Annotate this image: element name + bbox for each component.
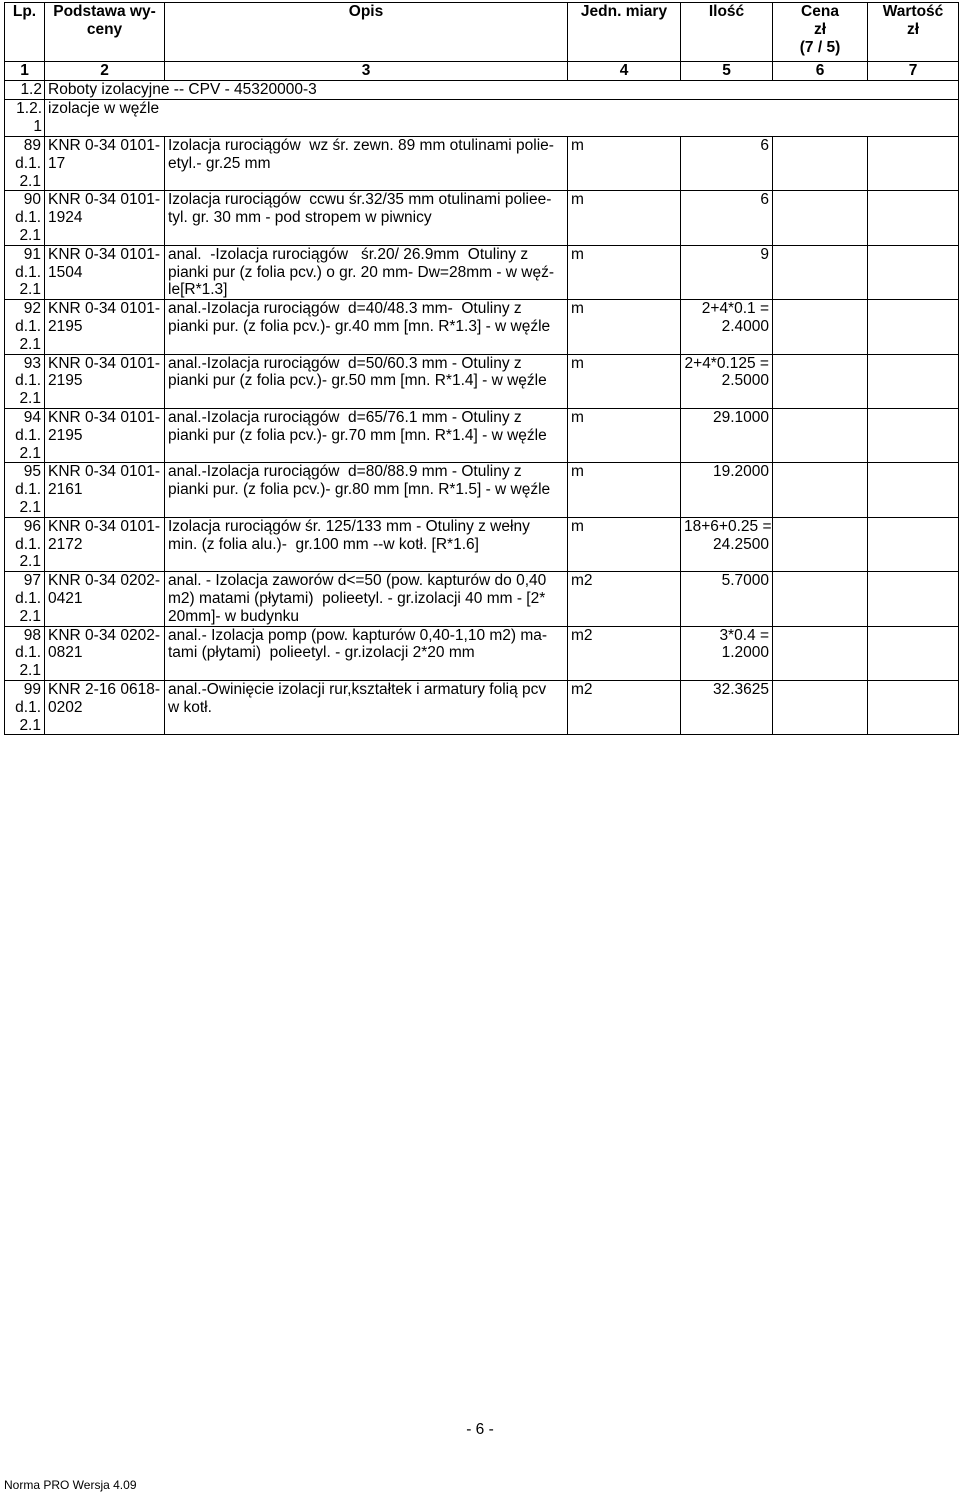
- item-cena: [773, 408, 868, 462]
- section-number: 1.2. 1: [5, 100, 45, 137]
- item-code: KNR 0-34 0101-: [48, 300, 161, 318]
- item-wartosc: [868, 408, 959, 462]
- column-number: 4: [568, 62, 681, 81]
- item-podstawa: [45, 626, 165, 680]
- item-cena: [773, 572, 868, 626]
- item-podstawa: [45, 517, 165, 571]
- item-opis: anal.-Izolacja rurociągów d=50/60.3 mm - Otuliny z pianki pur (z folia pcv.)- gr.50 mm [mn. R*1.4] - w węźle: [165, 354, 568, 408]
- table-row: [5, 626, 959, 680]
- software-version-label: Norma PRO Wersja 4.09: [4, 1478, 137, 1492]
- item-opis: anal.-Izolacja rurociągów d=80/88.9 mm - Otuliny z pianki pur. (z folia pcv.)- gr.80 mm [mn. R*1.5] - w węźle: [165, 463, 568, 517]
- item-cena: [773, 626, 868, 680]
- item-wartosc: [868, 517, 959, 571]
- item-opis: anal. - Izolacja zaworów d<=50 (pow. kapturów do 0,40 m2) matami (płytami) polieetyl. - gr.izolacji 40 mm - [2* 20mm]- w budynku: [165, 572, 568, 626]
- section-title: izolacje w węźle: [45, 100, 959, 137]
- item-wartosc: [868, 354, 959, 408]
- header-wartosc: Wartość zł: [868, 3, 959, 62]
- table-header-row: [5, 3, 959, 62]
- item-cena: [773, 517, 868, 571]
- section-row: [5, 81, 959, 100]
- item-ilosc: 3*0.4 = 1.2000: [681, 626, 773, 680]
- section-row: [5, 100, 959, 137]
- table-row: [5, 245, 959, 299]
- item-opis: Izolacja rurociągów wz śr. zewn. 89 mm otulinami polie- etyl.- gr.25 mm: [165, 137, 568, 191]
- column-number: 1: [5, 62, 45, 81]
- table-row: [5, 137, 959, 191]
- header-ilosc: Ilość: [681, 3, 773, 62]
- item-code-suffix: 2172: [48, 535, 83, 553]
- item-opis: Izolacja rurociągów ccwu śr.32/35 mm otulinami poliee- tyl. gr. 30 mm - pod stropem w piwnicy: [165, 191, 568, 245]
- item-wartosc: [868, 137, 959, 191]
- item-code-suffix: 0821: [48, 644, 83, 662]
- item-code-suffix: 2195: [48, 426, 83, 444]
- item-ilosc: 2+4*0.125 = 2.5000: [681, 354, 773, 408]
- item-code-suffix: 2195: [48, 317, 83, 335]
- item-lp: 99 d.1. 2.1: [5, 680, 45, 734]
- item-code: KNR 0-34 0202-: [48, 572, 161, 590]
- item-cena: [773, 680, 868, 734]
- item-podstawa: [45, 137, 165, 191]
- item-code-suffix: 2161: [48, 481, 83, 499]
- item-jm: m2: [568, 680, 681, 734]
- item-jm: m: [568, 191, 681, 245]
- item-ilosc: 29.1000: [681, 408, 773, 462]
- item-opis: Izolacja rurociągów śr. 125/133 mm - Otuliny z wełny min. (z folia alu.)- gr.100 mm --w kotł. [R*1.6]: [165, 517, 568, 571]
- column-number: 5: [681, 62, 773, 81]
- table-row: [5, 517, 959, 571]
- item-lp: 97 d.1. 2.1: [5, 572, 45, 626]
- item-podstawa: [45, 300, 165, 354]
- column-number-row: [5, 62, 959, 81]
- item-wartosc: [868, 626, 959, 680]
- item-code: KNR 0-34 0101-: [48, 463, 161, 481]
- item-code: KNR 0-34 0101-: [48, 517, 161, 535]
- item-lp: 96 d.1. 2.1: [5, 517, 45, 571]
- item-cena: [773, 300, 868, 354]
- item-cena: [773, 354, 868, 408]
- item-podstawa: [45, 408, 165, 462]
- item-code-suffix: 1504: [48, 263, 83, 281]
- page-number: - 6 -: [466, 1421, 494, 1438]
- item-lp: 92 d.1. 2.1: [5, 300, 45, 354]
- item-opis: anal.- Izolacja pomp (pow. kapturów 0,40-1,10 m2) ma- tami (płytami) polieetyl. - gr.izolacji 2*20 mm: [165, 626, 568, 680]
- item-code-suffix: 2195: [48, 372, 83, 390]
- item-podstawa: [45, 572, 165, 626]
- item-code-suffix: 0202: [48, 698, 83, 716]
- item-wartosc: [868, 463, 959, 517]
- item-code: KNR 0-34 0202-: [48, 626, 161, 644]
- item-cena: [773, 137, 868, 191]
- item-opis: anal.-Izolacja rurociągów d=40/48.3 mm- Otuliny z pianki pur. (z folia pcv.)- gr.40 mm [mn. R*1.3] - w węźle: [165, 300, 568, 354]
- item-ilosc: 19.2000: [681, 463, 773, 517]
- item-lp: 98 d.1. 2.1: [5, 626, 45, 680]
- item-ilosc: 2+4*0.1 = 2.4000: [681, 300, 773, 354]
- item-podstawa: [45, 680, 165, 734]
- item-code: KNR 0-34 0101-: [48, 245, 161, 263]
- header-cena: Cena zł (7 / 5): [773, 3, 868, 62]
- item-ilosc: 18+6+0.25 = 24.2500: [681, 517, 773, 571]
- item-wartosc: [868, 300, 959, 354]
- item-opis: anal. -Izolacja rurociągów śr.20/ 26.9mm Otuliny z pianki pur (z folia pcv.) o gr. 20 mm- Dw=28mm - w węź- le[R*1.3]: [165, 245, 568, 299]
- column-number: 7: [868, 62, 959, 81]
- item-ilosc: 5.7000: [681, 572, 773, 626]
- item-jm: m2: [568, 572, 681, 626]
- item-ilosc: 6: [681, 137, 773, 191]
- table-row: [5, 354, 959, 408]
- item-jm: m: [568, 517, 681, 571]
- table-row: [5, 191, 959, 245]
- item-code: KNR 0-34 0101-: [48, 408, 161, 426]
- item-lp: 90 d.1. 2.1: [5, 191, 45, 245]
- item-opis: anal.-Izolacja rurociągów d=65/76.1 mm - Otuliny z pianki pur (z folia pcv.)- gr.70 mm [mn. R*1.4] - w węźle: [165, 408, 568, 462]
- item-opis: anal.-Owinięcie izolacji rur,kształtek i armatury folią pcv w kotł.: [165, 680, 568, 734]
- item-lp: 94 d.1. 2.1: [5, 408, 45, 462]
- item-podstawa: [45, 463, 165, 517]
- item-code: KNR 0-34 0101-: [48, 137, 161, 154]
- item-jm: m: [568, 463, 681, 517]
- item-lp: 95 d.1. 2.1: [5, 463, 45, 517]
- section-title: Roboty izolacyjne -- CPV - 45320000-3: [45, 81, 959, 100]
- header-lp: Lp.: [5, 3, 45, 62]
- item-code: KNR 2-16 0618-: [48, 680, 161, 698]
- item-code-suffix: 17: [48, 154, 66, 172]
- column-number: 6: [773, 62, 868, 81]
- item-wartosc: [868, 245, 959, 299]
- table-row: [5, 300, 959, 354]
- item-lp: 93 d.1. 2.1: [5, 354, 45, 408]
- item-podstawa: [45, 245, 165, 299]
- item-jm: m: [568, 354, 681, 408]
- item-cena: [773, 191, 868, 245]
- item-jm: m: [568, 245, 681, 299]
- item-podstawa: [45, 354, 165, 408]
- table-row: [5, 463, 959, 517]
- item-cena: [773, 245, 868, 299]
- item-ilosc: 6: [681, 191, 773, 245]
- header-opis: Opis: [165, 3, 568, 62]
- item-ilosc: 9: [681, 245, 773, 299]
- item-cena: [773, 463, 868, 517]
- cost-estimate-table: [4, 2, 959, 735]
- item-code-suffix: 0421: [48, 589, 83, 607]
- item-jm: m: [568, 137, 681, 191]
- column-number: 2: [45, 62, 165, 81]
- item-jm: m: [568, 300, 681, 354]
- item-jm: m2: [568, 626, 681, 680]
- item-lp: 89 d.1. 2.1: [5, 137, 45, 191]
- item-podstawa: [45, 191, 165, 245]
- table-row: [5, 408, 959, 462]
- item-jm: m: [568, 408, 681, 462]
- table-row: [5, 572, 959, 626]
- item-code: KNR 0-34 0101-: [48, 191, 161, 209]
- item-wartosc: [868, 191, 959, 245]
- column-number: 3: [165, 62, 568, 81]
- section-number: 1.2: [5, 81, 45, 100]
- item-ilosc: 32.3625: [681, 680, 773, 734]
- item-wartosc: [868, 680, 959, 734]
- item-code: KNR 0-34 0101-: [48, 354, 161, 372]
- header-podstawa-wyceny: Podstawa wy- ceny: [45, 3, 165, 62]
- header-jedn-miary: Jedn. miary: [568, 3, 681, 62]
- item-code-suffix: 1924: [48, 209, 83, 227]
- table-row: [5, 680, 959, 734]
- item-wartosc: [868, 572, 959, 626]
- item-lp: 91 d.1. 2.1: [5, 245, 45, 299]
